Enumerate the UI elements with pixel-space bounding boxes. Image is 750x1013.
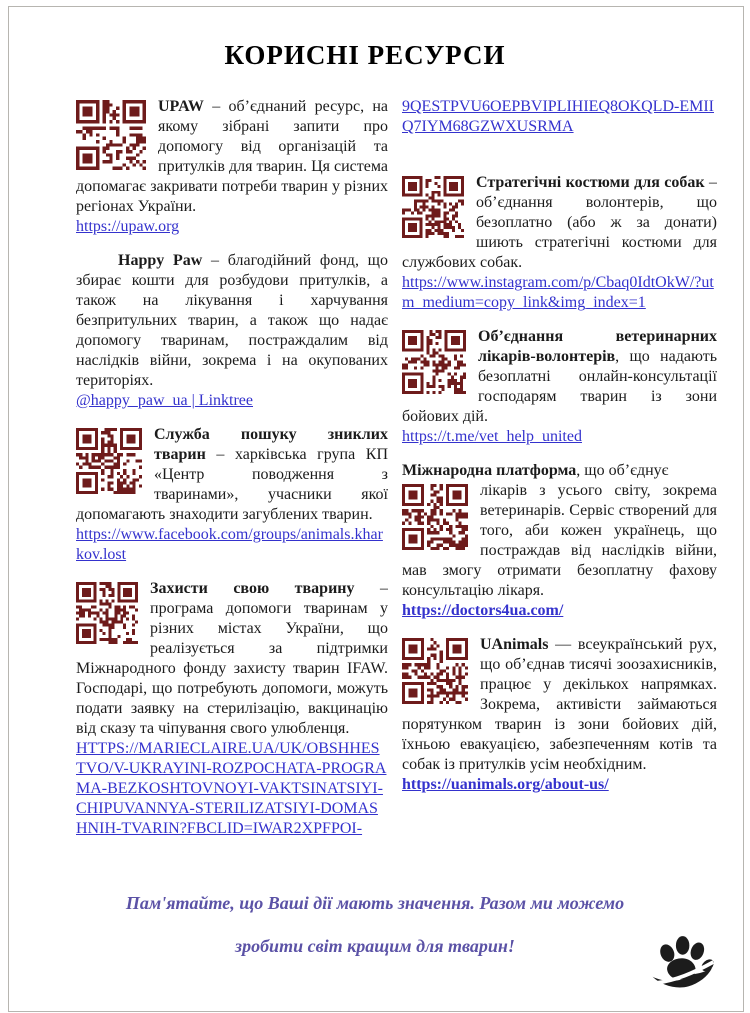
separator: — (548, 636, 578, 653)
paw-in-hand-logo (650, 930, 714, 998)
resource-title: UPAW (158, 98, 204, 115)
right-column (402, 97, 717, 809)
qr-code-icon (76, 100, 146, 170)
resource-heading (402, 461, 717, 481)
resource-doctors4ua (402, 461, 717, 621)
doctors4ua-link[interactable]: https://doctors4ua.com/ (402, 602, 564, 619)
resource-lost-pets-search (76, 425, 388, 565)
qr-code-icon (76, 582, 138, 644)
resource-protect-your-pet (76, 579, 388, 839)
resource-dog-costumes (402, 173, 717, 313)
resource-upaw (76, 97, 388, 237)
resource-title: UAnimals (480, 636, 549, 653)
resource-description: об’єднаний ресурс, на якому зібрані запити про допомогу від організацій та притулків для тварин. Ця система допомагає закривати потреби тварин у різних регіонах України. (76, 98, 388, 215)
page-title: КОРИСНІ РЕСУРСИ (224, 40, 506, 70)
separator: – (704, 174, 717, 191)
resource-vet-volunteers (402, 327, 717, 447)
footer-message (40, 882, 710, 968)
resource-title: Happy Paw (118, 252, 203, 269)
left-column (76, 97, 388, 853)
resource-description: що надають безоплатні онлайн-консультації господарям тварин із зони бойових дій. (402, 348, 717, 425)
telegram-link[interactable]: https://t.me/vet_help_united (402, 428, 582, 445)
qr-code-icon (402, 330, 466, 394)
resource-happy-paw (76, 251, 388, 411)
resource-title: Об’єднання ветеринарних лікарів-волонтерів (478, 328, 717, 365)
happy-paw-link[interactable]: @happy_paw_ua | Linktree (76, 392, 253, 409)
resource-title: Служба пошуку зниклих тварин (154, 426, 388, 463)
instagram-link[interactable]: https://www.instagram.com/p/Cbaq0IdtOkW/?utm_medium=copy_link&img_index=1 (402, 274, 714, 311)
resource-description: благодійний фонд, що збирає кошти для розбудови притулків, а також на лікування і харчування безпритульних тварин, а також що надає допомогу тваринам, постраждалим від наслідків війни, зокрема і на окупованих територіях. (76, 252, 388, 389)
qr-code-icon (402, 176, 464, 238)
lost-pets-facebook-link[interactable]: https://www.facebook.com/groups/animals.kharkov.lost (76, 526, 383, 563)
separator: – (202, 252, 228, 269)
separator: , (615, 348, 630, 365)
uanimals-link[interactable]: https://uanimals.org/about-us/ (402, 776, 609, 793)
resource-uanimals (402, 635, 717, 795)
marieclaire-link[interactable]: HTTPS://MARIECLAIRE.UA/UK/OBSHHESTVO/V-UKRAYINI-ROZPOCHATA-PROGRAMA-BEZKOSHTOVNOYI-VAKTSINATSIYI-CHIPUVANNYA-STERILIZATSIYI-DOMASHNIH-TVARIN?FBCLID=IWAR2XPFPOI- (76, 740, 387, 837)
resource-title: Стратегічні костюми для собак (476, 174, 705, 191)
resource-description: харківська група КП «Центр поводження з тваринами», учасники якої допомагають знаходити загублених тварин. (76, 446, 388, 523)
resource-description: об’єднання волонтерів, що безоплатно (або ж за донати) шиють стратегічні костюми для службових собак. (402, 194, 717, 271)
heading-rest: , що об’єднує (576, 462, 669, 479)
qr-code-icon (76, 428, 142, 494)
qr-code-icon (402, 484, 468, 550)
upaw-link[interactable]: https://upaw.org (76, 218, 180, 235)
footer-line-1: Пам'ятайте, що Ваші дії мають значення. Разом ми можемо (125, 893, 625, 913)
separator: – (205, 446, 235, 463)
resource-description: програма допомоги тваринам у різних містах України, що реалізується за підтримки Міжнародного фонду захисту тварин IFAW. Господарі, що потребують допомоги, можуть подати заявку на стерилізацію, вакцинацію від сказу та чіпування свого улюбленця. (76, 600, 388, 737)
separator: – (354, 580, 388, 597)
resource-title: Захисти свою тварину (150, 580, 355, 597)
resource-description: всеукраїнський рух, що об’єднав тисячі зоозахисників, працює у декількох напрямках. Зокрема, активісти займаються порятунком тварин із зони бойових дій, їхньою евакуацією, забезпеченням котів та собак із притулків усім необхідним. (402, 636, 717, 773)
resource-bodywrap (402, 481, 717, 601)
resource-text (76, 251, 388, 391)
resource-title: Міжнародна платформа (402, 462, 577, 479)
marieclaire-link-continuation[interactable]: 9QESTPVU6OEPBVIPLIHIEQ8OKQLD-EMIIQ7IYM68GZWXUSRMA (402, 98, 714, 135)
qr-code-icon (402, 638, 468, 704)
footer-line-2: зробити світ кращим для тварин! (235, 936, 515, 956)
resource-description: лікарів з усього світу, зокрема ветеринарів. Сервіс створений для того, аби кожен українець, що постраждав від наслідків війни, мав змогу отримати безоплатну фахову консультацію лікаря. (402, 482, 717, 599)
separator: – (203, 98, 229, 115)
